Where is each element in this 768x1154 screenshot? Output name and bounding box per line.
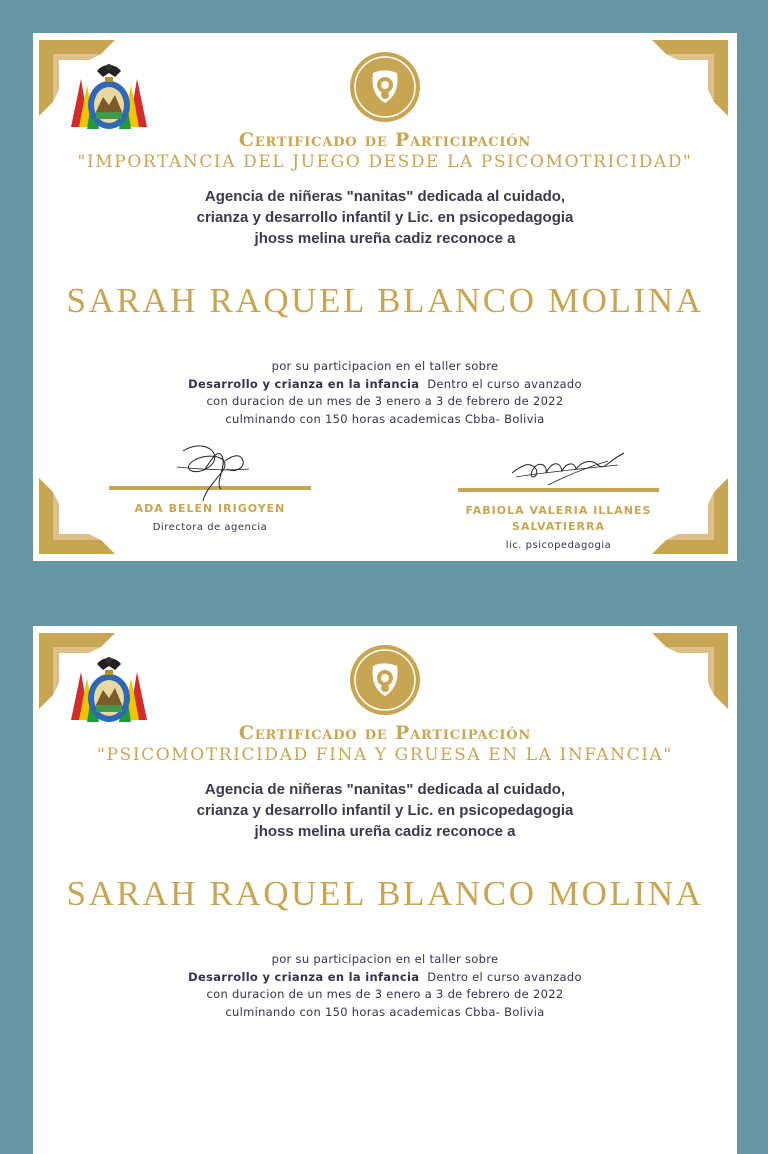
certificate-heading: Certificado de Participación — [238, 129, 532, 151]
certificate — [33, 626, 737, 1154]
course-title: "PSICOMOTRICIDAD FINA Y GRUESA EN LA INFANCIA" — [97, 745, 673, 765]
certificate-heading: Certificado de Participación — [238, 722, 532, 744]
workshop-title: Desarrollo y crianza en la infancia — [188, 376, 420, 391]
intro-text — [33, 186, 737, 249]
body-text: Dentro el curso avanzado — [419, 969, 582, 984]
gold-seal-icon — [349, 644, 421, 716]
signature-block — [109, 439, 311, 533]
recipient-name: SARAH RAQUEL BLANCO MOLINA — [66, 874, 704, 913]
body-line: por su participacion en el taller sobre — [271, 359, 499, 373]
body-line: con duracion de un mes de 3 enero a 3 de febrero de 2022 — [206, 394, 564, 408]
bolivia-coat-of-arms-icon — [67, 57, 151, 135]
corner-ornament-icon — [652, 40, 728, 116]
body-line — [33, 969, 737, 987]
signer-name: FABIOLA VALERIA ILLANES SALVATIERRA — [465, 504, 652, 533]
body-line: culminando con 150 horas academicas Cbba- Bolivia — [225, 411, 545, 426]
corner-ornament-icon — [652, 478, 728, 554]
intro-text — [33, 779, 737, 842]
bolivia-coat-of-arms-icon — [67, 650, 151, 728]
intro-line: crianza y desarrollo infantil y Lic. en psicopedagogia — [196, 209, 574, 226]
signature-block — [458, 451, 659, 551]
corner-ornament-icon — [39, 478, 115, 554]
corner-ornament-icon — [652, 633, 728, 709]
body-line — [33, 376, 737, 394]
body-line: con duracion de un mes de 3 enero a 3 de febrero de 2022 — [206, 987, 564, 1001]
intro-line: jhoss melina ureña cadiz reconoce a — [254, 823, 516, 840]
body-line: por su participacion en el taller sobre — [271, 952, 499, 966]
intro-line: crianza y desarrollo infantil y Lic. en psicopedagogia — [196, 802, 574, 819]
signer-role: lic. psicopedagogia — [505, 540, 612, 551]
signature-icon — [175, 439, 255, 505]
certificate — [33, 33, 737, 561]
intro-line: jhoss melina ureña cadiz reconoce a — [254, 230, 516, 247]
signer-name: ADA BELEN IRIGOYEN — [134, 502, 286, 515]
signature-icon — [508, 451, 628, 491]
workshop-title: Desarrollo y crianza en la infancia — [188, 969, 420, 984]
body-line: culminando con 150 horas academicas Cbba- Bolivia — [225, 1004, 545, 1019]
intro-line: Agencia de niñeras "nanitas" dedicada al cuidado, — [204, 188, 566, 205]
gold-seal-icon — [349, 51, 421, 123]
intro-line: Agencia de niñeras "nanitas" dedicada al cuidado, — [204, 781, 566, 798]
body-text: Dentro el curso avanzado — [419, 376, 582, 391]
certificate-body — [33, 951, 737, 1021]
recipient-name: SARAH RAQUEL BLANCO MOLINA — [66, 281, 704, 320]
certificate-body — [33, 358, 737, 428]
course-title: "IMPORTANCIA DEL JUEGO DESDE LA PSICOMOTRICIDAD" — [77, 152, 693, 172]
signer-role: Directora de agencia — [152, 522, 268, 533]
